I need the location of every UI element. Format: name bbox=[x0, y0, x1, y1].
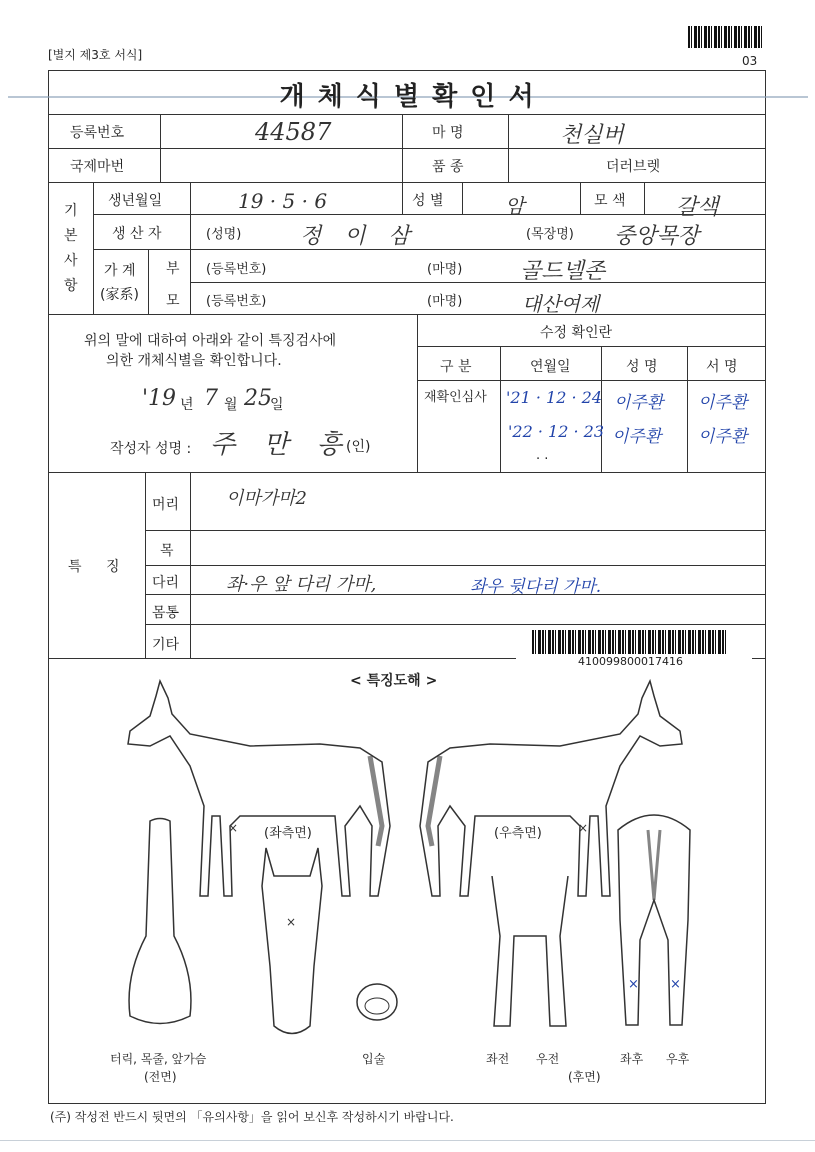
modify-row-1-name: 이주환 bbox=[614, 393, 664, 413]
footer-note: (주) 작성전 반드시 뒷면의 「유의사항」을 읽어 보신후 작성하시기 바랍니다. bbox=[50, 1110, 454, 1124]
modify-row-2-sign: 이주환 bbox=[698, 427, 748, 447]
dam-label: 모 bbox=[166, 293, 180, 309]
basic-section-label-2: 본 bbox=[64, 228, 78, 244]
left-side-caption: (좌측면) bbox=[264, 826, 312, 841]
head-label: 머리 bbox=[152, 497, 180, 513]
rear-caption: (후면) bbox=[568, 1070, 601, 1084]
dam-name-value: 대산여제 bbox=[522, 292, 600, 316]
producer-label: 생 산 자 bbox=[112, 226, 162, 242]
reg-no-value: 44587 bbox=[255, 118, 332, 146]
modify-row-1-sign: 이주환 bbox=[698, 393, 748, 413]
form-label: [별지 제3호 서식] bbox=[48, 48, 143, 62]
modify-col-date: 연월일 bbox=[530, 359, 571, 375]
month-label: 월 bbox=[224, 397, 238, 413]
head-value: 이마가마2 bbox=[226, 488, 308, 509]
neck-label: 목 bbox=[160, 543, 174, 559]
confirm-statement-1: 위의 말에 대하여 아래와 같이 특징검사에 bbox=[84, 333, 337, 349]
right-side-caption: (우측면) bbox=[494, 826, 542, 841]
color-label: 모 색 bbox=[594, 193, 626, 209]
seal-label: (인) bbox=[346, 439, 371, 455]
features-section-label-2: 징 bbox=[106, 559, 120, 575]
modify-col-sign: 서 명 bbox=[706, 359, 738, 375]
legs-value-1: 좌·우 앞 다리 가마, bbox=[226, 574, 377, 595]
lips-caption: 입술 bbox=[362, 1052, 386, 1066]
modify-row-2-name: 이주환 bbox=[612, 427, 662, 447]
horse-front-legs-illustration bbox=[480, 876, 580, 1036]
modify-row-type: 재확인심사 bbox=[424, 390, 487, 405]
pedigree-label-2: (家系) bbox=[100, 287, 139, 303]
sire-name-label: (마명) bbox=[427, 262, 463, 277]
confirm-month: 7 bbox=[204, 386, 218, 411]
breed-value: 더러브렛 bbox=[606, 159, 661, 175]
horse-rear-illustration bbox=[608, 810, 700, 1040]
sticker-barcode bbox=[532, 630, 728, 654]
sex-value: 암 bbox=[505, 194, 525, 218]
sire-label: 부 bbox=[166, 261, 180, 277]
modify-col-type: 구 분 bbox=[440, 359, 472, 375]
front-left-caption: 좌전 bbox=[486, 1052, 510, 1066]
author-label: 작성자 성명 : bbox=[110, 441, 192, 457]
page-code: 03 bbox=[742, 54, 758, 68]
farm-label: (목장명) bbox=[526, 227, 574, 242]
rear-left-caption: 좌후 bbox=[620, 1052, 644, 1066]
sire-name-value: 골드넬존 bbox=[520, 259, 606, 284]
sire-reg-no-label: (등록번호) bbox=[206, 262, 267, 277]
modify-col-name: 성 명 bbox=[626, 359, 658, 375]
day-label: 일 bbox=[270, 397, 284, 413]
year-label: 년 bbox=[180, 397, 194, 413]
basic-section-label-3: 사 bbox=[64, 253, 78, 269]
svg-text:×: × bbox=[578, 821, 589, 835]
color-value: 갈색 bbox=[676, 195, 719, 220]
confirm-year: '19 bbox=[142, 386, 177, 411]
modify-row-1-date: '21 · 12 · 24 bbox=[506, 388, 602, 407]
sex-label: 성 별 bbox=[412, 193, 444, 209]
svg-text:×: × bbox=[628, 977, 639, 992]
pedigree-label-1: 가 계 bbox=[104, 263, 136, 279]
top-barcode bbox=[688, 26, 764, 48]
modify-title: 수정 확인란 bbox=[540, 325, 613, 341]
svg-text:×: × bbox=[670, 977, 681, 992]
basic-section-label-4: 항 bbox=[64, 278, 78, 294]
horse-head-front-illustration bbox=[252, 846, 332, 1046]
front-right-caption: 우전 bbox=[536, 1052, 560, 1066]
confirm-day: 25 bbox=[244, 386, 272, 411]
diagram-title: < 특징도해 > bbox=[350, 673, 438, 689]
neck-caption: 터릭, 목줄, 앞가슴 bbox=[110, 1052, 207, 1066]
front-caption: (전면) bbox=[144, 1070, 177, 1084]
birth-value: 19 · 5 · 6 bbox=[238, 189, 328, 213]
reg-no-label: 등록번호 bbox=[70, 125, 125, 141]
other-label: 기타 bbox=[152, 637, 180, 653]
body-label: 몸통 bbox=[152, 605, 180, 621]
confirm-statement-2: 의한 개체식별을 확인합니다. bbox=[106, 353, 282, 369]
horse-name-label: 마 명 bbox=[432, 125, 464, 141]
bottom-scan-line bbox=[0, 1140, 815, 1141]
modify-row-2-date: '22 · 12 · 23 bbox=[508, 422, 604, 441]
farm-value: 중앙목장 bbox=[614, 224, 700, 249]
breed-label: 품 종 bbox=[432, 159, 464, 175]
intl-no-label: 국제마번 bbox=[70, 159, 125, 175]
svg-text:×: × bbox=[286, 915, 297, 929]
barcode-number: 410099800017416 bbox=[578, 655, 683, 668]
author-value: 주 만 흥 bbox=[210, 430, 352, 460]
svg-text:×: × bbox=[228, 821, 239, 835]
legs-value-2: 좌우 뒷다리 가마. bbox=[470, 577, 602, 597]
dam-name-label: (마명) bbox=[427, 294, 463, 309]
producer-name-value: 정 이 삼 bbox=[300, 224, 418, 249]
features-section-label-1: 특 bbox=[68, 559, 82, 575]
horse-lips-illustration bbox=[352, 980, 402, 1030]
modify-row-3-date: · · bbox=[536, 452, 549, 467]
document-title: 개 체 식 별 확 인 서 bbox=[279, 82, 536, 112]
producer-name-label: (성명) bbox=[206, 227, 242, 242]
horse-neck-front-illustration bbox=[120, 816, 200, 1036]
dam-reg-no-label: (등록번호) bbox=[206, 294, 267, 309]
horse-name-value: 천실버 bbox=[560, 123, 624, 148]
legs-label: 다리 bbox=[152, 575, 180, 591]
basic-section-label-1: 기 bbox=[64, 203, 78, 219]
rear-right-caption: 우후 bbox=[666, 1052, 690, 1066]
birth-label: 생년월일 bbox=[108, 193, 163, 209]
